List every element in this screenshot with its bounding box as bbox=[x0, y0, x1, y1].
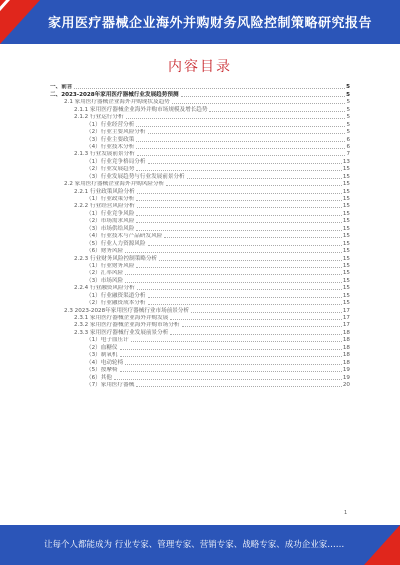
toc-entry[interactable] bbox=[50, 84, 350, 91]
footer-red-accent bbox=[364, 525, 400, 565]
report-title: 家用医疗器械企业海外并购财务风险控制策略研究报告 bbox=[47, 16, 372, 31]
toc-entry-page: 15 bbox=[342, 255, 350, 262]
toc-entry[interactable] bbox=[50, 240, 350, 247]
toc-entry-page: 15 bbox=[342, 173, 350, 180]
toc-leader-dots bbox=[136, 267, 342, 268]
toc-entry[interactable] bbox=[50, 285, 350, 292]
toc-entry-page: 5 bbox=[346, 91, 350, 98]
footer-slogan: 让每个人都能成为 行业专家、管理专家、营销专家、战略专家、成功企业家…… bbox=[44, 540, 345, 550]
toc-entry[interactable] bbox=[50, 99, 350, 106]
toc-leader-dots bbox=[148, 133, 346, 134]
toc-entry-title: （2）行业发展趋势 bbox=[86, 166, 135, 173]
toc-entry[interactable] bbox=[50, 173, 350, 180]
toc-entry[interactable] bbox=[50, 210, 350, 217]
toc-entry-page: 5 bbox=[346, 84, 350, 91]
toc-entry-title: （1）行业竞争风险 bbox=[86, 210, 135, 217]
toc-entry-title: （3）市场供给风险 bbox=[86, 225, 135, 232]
toc-entry-page: 18 bbox=[342, 359, 350, 366]
toc-entry-title: 一、前言 bbox=[50, 84, 73, 91]
toc-entry[interactable] bbox=[50, 166, 350, 173]
toc-entry[interactable] bbox=[50, 225, 350, 232]
toc-entry[interactable] bbox=[50, 292, 350, 299]
toc-entry[interactable] bbox=[50, 352, 350, 359]
toc-entry-page: 15 bbox=[342, 188, 350, 195]
toc-entry-page: 15 bbox=[342, 233, 350, 240]
toc-entry[interactable] bbox=[50, 337, 350, 344]
toc-entry-page: 15 bbox=[342, 300, 350, 307]
toc-entry[interactable] bbox=[50, 255, 350, 262]
toc-leader-dots bbox=[125, 282, 342, 283]
toc-leader-dots bbox=[120, 356, 342, 357]
toc-leader-dots bbox=[126, 118, 346, 119]
header-banner bbox=[0, 0, 400, 44]
toc-leader-dots bbox=[172, 103, 346, 104]
toc-entry-title: 2.3 2023-2028年家用医疗器械行业市场前景分析 bbox=[64, 307, 190, 314]
toc-entry[interactable] bbox=[50, 144, 350, 151]
toc-leader-dots bbox=[125, 252, 342, 253]
toc-entry-title: 2.1.3 行业发展前景分析 bbox=[74, 151, 135, 158]
toc-entry[interactable] bbox=[50, 367, 350, 374]
toc-entry[interactable] bbox=[50, 188, 350, 195]
toc-leader-dots bbox=[136, 386, 342, 387]
toc-entry-title: 二、2023-2028年家用医疗器械行业发展趋势预测 bbox=[50, 91, 179, 98]
toc-leader-dots bbox=[120, 349, 342, 350]
toc-entry-page: 5 bbox=[346, 121, 350, 128]
toc-entry[interactable] bbox=[50, 151, 350, 158]
toc-leader-dots bbox=[148, 297, 342, 298]
toc-entry-title: （4）行业技术与产品研发风险 bbox=[86, 233, 163, 240]
toc-leader-dots bbox=[137, 155, 346, 156]
toc-entry-title: 2.3.3 家用医疗器械行业发展前景分析 bbox=[74, 329, 169, 336]
toc-entry-page: 15 bbox=[342, 203, 350, 210]
toc-entry-title: （3）行业主要政策 bbox=[86, 136, 135, 143]
toc-entry[interactable] bbox=[50, 329, 350, 336]
toc-leader-dots bbox=[136, 215, 342, 216]
toc-entry-title: （1）电子血压计 bbox=[86, 337, 129, 344]
toc-entry-page: 15 bbox=[342, 248, 350, 255]
toc-leader-dots bbox=[125, 364, 342, 365]
toc-leader-dots bbox=[136, 148, 345, 149]
footer-banner bbox=[0, 525, 400, 565]
toc-leader-dots bbox=[191, 312, 342, 313]
toc-entry-page: 6 bbox=[346, 136, 350, 143]
toc-entry-title: （2）汇率风险 bbox=[86, 270, 124, 277]
toc-leader-dots bbox=[187, 178, 342, 179]
toc-entry-title: （7）家用医疗器械 bbox=[86, 381, 135, 388]
toc-entry-title: 2.2.1 行业政策风险分析 bbox=[74, 188, 135, 195]
toc-entry[interactable] bbox=[50, 196, 350, 203]
toc-entry-title: 2.1 家用医疗器械企业海外并购现状及趋势 bbox=[64, 99, 170, 106]
toc-leader-dots bbox=[136, 141, 345, 142]
toc-entry-page: 18 bbox=[342, 337, 350, 344]
toc-entry[interactable] bbox=[50, 382, 350, 389]
toc-entry[interactable] bbox=[50, 158, 350, 165]
toc-leader-dots bbox=[136, 222, 342, 223]
table-of-contents bbox=[50, 84, 350, 389]
toc-entry-page: 15 bbox=[342, 218, 350, 225]
toc-entry[interactable] bbox=[50, 359, 350, 366]
toc-entry-page: 18 bbox=[342, 329, 350, 336]
toc-entry-page: 15 bbox=[342, 277, 350, 284]
toc-entry[interactable] bbox=[50, 344, 350, 351]
toc-entry-title: （3）制氧机 bbox=[86, 352, 118, 359]
toc-entry[interactable] bbox=[50, 218, 350, 225]
toc-leader-dots bbox=[136, 230, 342, 231]
toc-leader-dots bbox=[148, 163, 342, 164]
toc-entry-title: 2.3.1 家用医疗器械企业海外并购发展 bbox=[74, 315, 169, 321]
toc-entry[interactable] bbox=[50, 114, 350, 121]
toc-entry-title: （2）市场需求风险 bbox=[86, 218, 135, 225]
toc-entry-page: 15 bbox=[342, 225, 350, 232]
toc-entry-title: 2.2.3 行业财务风险控制策略分析 bbox=[74, 255, 158, 262]
toc-leader-dots bbox=[74, 88, 345, 89]
toc-entry-title: （1）行业经营分析 bbox=[86, 121, 135, 128]
toc-entry[interactable] bbox=[50, 263, 350, 270]
toc-entry-page: 17 bbox=[342, 322, 350, 329]
toc-leader-dots bbox=[166, 185, 342, 186]
toc-entry-page: 18 bbox=[342, 352, 350, 359]
toc-entry-title: （2）行业融资成本分析 bbox=[86, 300, 146, 307]
toc-entry-page: 15 bbox=[342, 262, 350, 269]
toc-entry-title: 2.2.4 行业融资风险分析 bbox=[74, 285, 135, 292]
page-number: 1 bbox=[344, 510, 348, 516]
toc-entry-title: （6）其他 bbox=[86, 374, 112, 381]
toc-entry-title: （5）按摩椅 bbox=[86, 367, 118, 374]
toc-entry-title: （4）电动轮椅 bbox=[86, 359, 124, 366]
toc-entry-page: 13 bbox=[342, 158, 350, 165]
toc-entry[interactable] bbox=[50, 248, 350, 255]
toc-leader-dots bbox=[170, 334, 342, 335]
toc-entry-title: （1）行业政策分析 bbox=[86, 196, 135, 202]
toc-entry[interactable] bbox=[50, 300, 350, 307]
toc-leader-dots bbox=[114, 379, 342, 380]
toc-entry-page: 15 bbox=[342, 285, 350, 292]
toc-entry-page: 19 bbox=[342, 374, 350, 381]
toc-entry[interactable] bbox=[50, 374, 350, 381]
toc-entry-page: 5 bbox=[346, 114, 350, 121]
toc-entry-page: 17 bbox=[342, 315, 350, 321]
toc-entry-title: 2.1.2 行业运行分析 bbox=[74, 114, 124, 121]
toc-leader-dots bbox=[209, 111, 345, 112]
toc-entry-title: （2）血糖仪 bbox=[86, 344, 118, 351]
toc-leader-dots bbox=[182, 326, 342, 327]
toc-entry-page: 7 bbox=[346, 151, 350, 158]
toc-entry-page: 5 bbox=[346, 129, 350, 136]
toc-entry[interactable] bbox=[50, 277, 350, 284]
toc-entry-title: （3）行业发展趋势与行业发展前景分析 bbox=[86, 173, 185, 180]
toc-leader-dots bbox=[148, 304, 342, 305]
toc-entry[interactable] bbox=[50, 106, 350, 113]
toc-entry-title: （4）行业技术分析 bbox=[86, 143, 135, 150]
toc-entry-page: 15 bbox=[342, 210, 350, 217]
toc-entry-title: （5）行业人力资源风险 bbox=[86, 240, 146, 247]
toc-leader-dots bbox=[131, 341, 342, 342]
toc-leader-dots bbox=[136, 200, 342, 201]
toc-entry[interactable] bbox=[50, 181, 350, 188]
toc-leader-dots bbox=[136, 126, 345, 127]
toc-entry-title: （1）行业竞争格局分析 bbox=[86, 158, 146, 165]
toc-entry-title: （2）行业主要风险分析 bbox=[86, 129, 146, 136]
toc-leader-dots bbox=[125, 274, 342, 275]
toc-entry-title: （1）行业融资渠道分析 bbox=[86, 292, 146, 299]
toc-entry[interactable] bbox=[50, 322, 350, 329]
toc-entry-page: 15 bbox=[342, 240, 350, 247]
toc-leader-dots bbox=[181, 96, 346, 97]
toc-entry-page: 15 bbox=[342, 196, 350, 202]
toc-entry[interactable] bbox=[50, 307, 350, 314]
toc-entry-page: 6 bbox=[346, 143, 350, 150]
toc-entry[interactable] bbox=[50, 315, 350, 322]
toc-entry-page: 15 bbox=[342, 292, 350, 299]
toc-entry-title: 2.1.1 家用医疗器械企业海外并购市场规模及增长趋势 bbox=[74, 106, 208, 113]
toc-leader-dots bbox=[137, 289, 342, 290]
toc-heading: 内容目录 bbox=[168, 59, 232, 75]
toc-entry-page: 20 bbox=[342, 381, 350, 388]
toc-entry-page: 5 bbox=[346, 106, 350, 113]
toc-entry[interactable] bbox=[50, 270, 350, 277]
toc-entry[interactable] bbox=[50, 91, 350, 98]
toc-entry-title: 2.2.2 行业经营风险分析 bbox=[74, 203, 135, 210]
toc-leader-dots bbox=[137, 193, 342, 194]
toc-entry-page: 17 bbox=[342, 307, 350, 314]
toc-entry-title: （6）财务风险 bbox=[86, 248, 124, 255]
toc-entry[interactable] bbox=[50, 121, 350, 128]
toc-entry-page: 19 bbox=[342, 367, 350, 374]
toc-entry[interactable] bbox=[50, 129, 350, 136]
toc-leader-dots bbox=[136, 170, 342, 171]
toc-entry[interactable] bbox=[50, 203, 350, 210]
toc-leader-dots bbox=[164, 237, 342, 238]
toc-entry-page: 15 bbox=[342, 181, 350, 188]
toc-entry[interactable] bbox=[50, 136, 350, 143]
toc-leader-dots bbox=[120, 371, 342, 372]
toc-entry-page: 15 bbox=[342, 270, 350, 277]
toc-leader-dots bbox=[137, 207, 342, 208]
toc-entry-title: 2.3.2 家用医疗器械企业海外并购市场分析 bbox=[74, 322, 180, 329]
toc-entry-title: 2.2 家用医疗器械企业海外并购风险分析 bbox=[64, 181, 165, 188]
toc-entry[interactable] bbox=[50, 233, 350, 240]
toc-leader-dots bbox=[170, 319, 342, 320]
toc-entry-title: （3）市场风险 bbox=[86, 277, 124, 284]
toc-leader-dots bbox=[159, 260, 342, 261]
toc-entry-page: 18 bbox=[342, 344, 350, 351]
toc-entry-page: 15 bbox=[342, 166, 350, 173]
toc-entry-title: （1）行业财务风险 bbox=[86, 262, 135, 269]
toc-leader-dots bbox=[148, 245, 342, 246]
toc-entry-page: 5 bbox=[346, 99, 350, 106]
